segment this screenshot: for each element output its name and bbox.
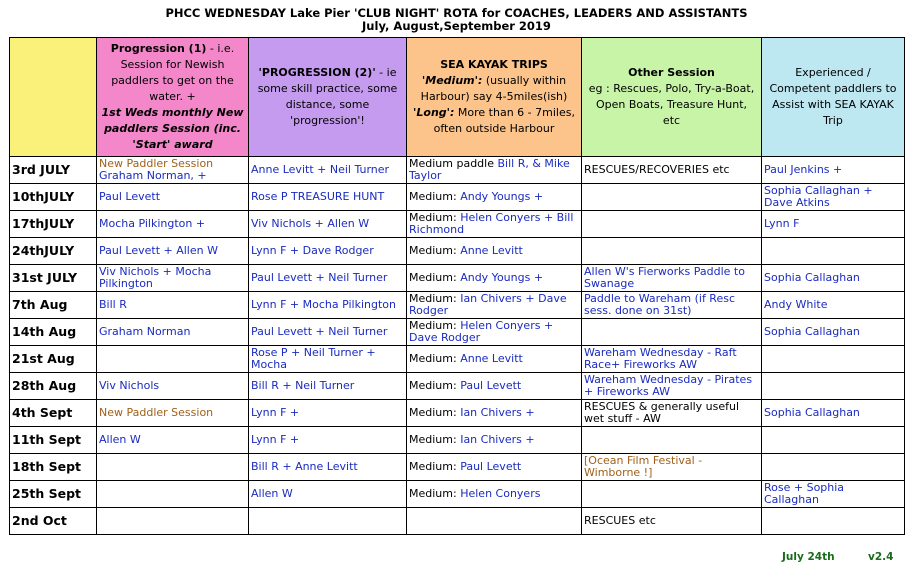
progression-1-cell: New Paddler Session xyxy=(97,400,249,427)
progression-2-cell: Allen W xyxy=(249,481,407,508)
date-cell: 14th Aug xyxy=(10,319,97,346)
leader-names: Andy Youngs + xyxy=(456,271,544,284)
progression-1-cell xyxy=(97,346,249,373)
sea-kayak-cell xyxy=(407,319,582,346)
other-session-cell: RESCUES & generally useful wet stuff - AW xyxy=(582,400,762,427)
experienced-cell: Sophia Callaghan + Dave Atkins xyxy=(762,184,905,211)
experienced-cell xyxy=(762,427,905,454)
table-row xyxy=(10,238,905,265)
date-cell: 7th Aug xyxy=(10,292,97,319)
progression-2-cell: Bill R + Neil Turner xyxy=(249,373,407,400)
experienced-cell: Lynn F xyxy=(762,211,905,238)
table-row xyxy=(10,265,905,292)
sea-kayak-cell xyxy=(407,481,582,508)
progression-1-cell xyxy=(97,454,249,481)
medium-label: Medium: xyxy=(409,190,457,203)
sea-medium-label: 'Medium': xyxy=(421,74,483,87)
other-session-cell: RESCUES/RECOVERIES etc xyxy=(582,157,762,184)
table-row xyxy=(10,184,905,211)
medium-label: Medium: xyxy=(409,271,457,284)
experienced-cell xyxy=(762,238,905,265)
table-row xyxy=(10,157,905,184)
header-row xyxy=(10,38,905,157)
progression-1-cell: Graham Norman xyxy=(97,319,249,346)
p2-description: - ie some skill practice, some distance, some 'progression'! xyxy=(257,66,398,127)
exp-description: Experienced / Competent paddlers to Assist with SEA KAYAK Trip xyxy=(769,66,897,127)
other-session-cell xyxy=(582,184,762,211)
coach-names: Graham Norman, + xyxy=(99,169,207,182)
medium-label: Medium: xyxy=(409,487,457,500)
progression-1-cell: Bill R xyxy=(97,292,249,319)
date-cell: 18th Sept xyxy=(10,454,97,481)
progression-1-cell: Mocha Pilkington + xyxy=(97,211,249,238)
progression-2-cell: Viv Nichols + Allen W xyxy=(249,211,407,238)
leader-names: Helen Conyers + Dave Rodger xyxy=(409,319,554,344)
progression-1-cell xyxy=(97,508,249,535)
progression-2-cell: Paul Levett + Neil Turner xyxy=(249,319,407,346)
p1-description: - i.e. Session for Newish paddlers to get on the water. + xyxy=(111,42,235,103)
progression-1-cell xyxy=(97,157,249,184)
sea-kayak-cell xyxy=(407,265,582,292)
experienced-cell xyxy=(762,373,905,400)
sea-kayak-cell xyxy=(407,292,582,319)
progression-1-cell xyxy=(97,481,249,508)
sea-kayak-cell xyxy=(407,427,582,454)
sea-kayak-cell xyxy=(407,346,582,373)
sea-kayak-cell xyxy=(407,184,582,211)
footer-version: v2.4 xyxy=(868,551,894,563)
page-title: PHCC WEDNESDAY Lake Pier 'CLUB NIGHT' ROTA for COACHES, LEADERS AND ASSISTANTS xyxy=(165,6,748,20)
header-other-session xyxy=(582,38,762,157)
other-description: eg : Rescues, Polo, Try-a-Boat, Open Boats, Treasure Hunt, etc xyxy=(588,82,755,127)
table-row xyxy=(10,427,905,454)
page-subtitle: July, August,September 2019 xyxy=(362,19,551,33)
leader-names: Bill R, & Mike Taylor xyxy=(409,157,570,182)
table-row xyxy=(10,508,905,535)
date-cell: 28th Aug xyxy=(10,373,97,400)
experienced-cell: Andy White xyxy=(762,292,905,319)
medium-label: Medium: xyxy=(409,433,457,446)
experienced-cell: Rose + Sophia Callaghan xyxy=(762,481,905,508)
other-session-cell xyxy=(582,427,762,454)
medium-label: Medium: xyxy=(409,460,457,473)
other-session-cell: [Ocean Film Festival - Wimborne !] xyxy=(582,454,762,481)
medium-label: Medium: xyxy=(409,352,457,365)
sea-long-text: More than 6 - 7miles, often outside Harbour xyxy=(433,106,575,135)
header-experienced xyxy=(762,38,905,157)
progression-2-cell: Rose P + Neil Turner + Mocha xyxy=(249,346,407,373)
medium-label: Medium: xyxy=(409,319,457,332)
table-row xyxy=(10,211,905,238)
table-row xyxy=(10,400,905,427)
progression-2-cell: Lynn F + xyxy=(249,427,407,454)
date-cell: 11th Sept xyxy=(10,427,97,454)
progression-1-cell: Paul Levett xyxy=(97,184,249,211)
p1-heading: Progression (1) xyxy=(110,42,207,55)
progression-2-cell: Rose P TREASURE HUNT xyxy=(249,184,407,211)
other-session-cell xyxy=(582,319,762,346)
experienced-cell: Sophia Callaghan xyxy=(762,265,905,292)
date-cell: 2nd Oct xyxy=(10,508,97,535)
date-cell: 25th Sept xyxy=(10,481,97,508)
medium-label: Medium: xyxy=(409,292,457,305)
progression-2-cell: Lynn F + Mocha Pilkington xyxy=(249,292,407,319)
date-cell: 17thJULY xyxy=(10,211,97,238)
leader-names: Anne Levitt xyxy=(456,244,523,257)
experienced-cell xyxy=(762,346,905,373)
other-session-cell: Wareham Wednesday - Raft Race+ Fireworks AW xyxy=(582,346,762,373)
progression-2-cell: Anne Levitt + Neil Turner xyxy=(249,157,407,184)
other-session-cell xyxy=(582,481,762,508)
sea-long-label: 'Long': xyxy=(413,106,455,119)
sea-heading: SEA KAYAK TRIPS xyxy=(440,58,548,71)
medium-label: Medium: xyxy=(409,211,457,224)
progression-1-cell: Viv Nichols + Mocha Pilkington xyxy=(97,265,249,292)
medium-label: Medium: xyxy=(409,379,457,392)
progression-2-cell: Lynn F + Dave Rodger xyxy=(249,238,407,265)
header-progression-1 xyxy=(97,38,249,157)
leader-names: Anne Levitt xyxy=(456,352,523,365)
date-cell: 24thJULY xyxy=(10,238,97,265)
date-cell: 10thJULY xyxy=(10,184,97,211)
sea-kayak-cell xyxy=(407,508,582,535)
sea-kayak-cell xyxy=(407,157,582,184)
table-row xyxy=(10,454,905,481)
table-row xyxy=(10,346,905,373)
progression-1-cell: Paul Levett + Allen W xyxy=(97,238,249,265)
leader-names: Paul Levett xyxy=(456,379,522,392)
leader-names: Ian Chivers + xyxy=(456,433,535,446)
progression-1-cell: Viv Nichols xyxy=(97,373,249,400)
other-session-cell xyxy=(582,238,762,265)
table-row xyxy=(10,292,905,319)
date-cell: 3rd JULY xyxy=(10,157,97,184)
leader-names: Helen Conyers + Bill Richmond xyxy=(409,211,574,236)
other-session-cell: Allen W's Fierworks Paddle to Swanage xyxy=(582,265,762,292)
p1-monthly-note: 1st Weds monthly New paddlers Session (inc. 'Start' award xyxy=(101,106,244,151)
sea-kayak-cell xyxy=(407,211,582,238)
table-row xyxy=(10,373,905,400)
other-session-cell xyxy=(582,211,762,238)
date-cell: 21st Aug xyxy=(10,346,97,373)
header-date xyxy=(10,38,97,157)
progression-2-cell: Bill R + Anne Levitt xyxy=(249,454,407,481)
other-session-cell: Wareham Wednesday - Pirates + Fireworks AW xyxy=(582,373,762,400)
experienced-cell xyxy=(762,454,905,481)
medium-label: Medium paddle xyxy=(409,157,494,170)
progression-2-cell xyxy=(249,508,407,535)
medium-label: Medium: xyxy=(409,406,457,419)
experienced-cell: Paul Jenkins + xyxy=(762,157,905,184)
other-heading: Other Session xyxy=(628,66,715,79)
sea-kayak-cell xyxy=(407,373,582,400)
experienced-cell xyxy=(762,508,905,535)
progression-1-cell: Allen W xyxy=(97,427,249,454)
sea-kayak-cell xyxy=(407,454,582,481)
header-progression-2 xyxy=(249,38,407,157)
rota-table xyxy=(9,37,905,535)
sea-kayak-cell xyxy=(407,238,582,265)
leader-names: Ian Chivers + Dave Rodger xyxy=(409,292,567,317)
progression-2-cell: Paul Levett + Neil Turner xyxy=(249,265,407,292)
new-paddler-label: New Paddler Session xyxy=(99,157,214,170)
table-row xyxy=(10,481,905,508)
sea-medium-text: (usually within Harbour) say 4-5miles(ish) xyxy=(420,74,568,103)
leader-names: Ian Chivers + xyxy=(456,406,535,419)
experienced-cell: Sophia Callaghan xyxy=(762,400,905,427)
date-cell: 31st JULY xyxy=(10,265,97,292)
other-session-cell: Paddle to Wareham (if Resc sess. done on 31st) xyxy=(582,292,762,319)
p2-heading: 'PROGRESSION (2)' xyxy=(258,66,376,79)
experienced-cell: Sophia Callaghan xyxy=(762,319,905,346)
leader-names: Andy Youngs + xyxy=(456,190,544,203)
table-row xyxy=(10,319,905,346)
other-session-cell: RESCUES etc xyxy=(582,508,762,535)
progression-2-cell: Lynn F + xyxy=(249,400,407,427)
date-cell: 4th Sept xyxy=(10,400,97,427)
leader-names: Helen Conyers xyxy=(456,487,541,500)
leader-names: Paul Levett xyxy=(456,460,522,473)
medium-label: Medium: xyxy=(409,244,457,257)
footer-date: July 24th xyxy=(782,551,835,563)
sea-kayak-cell xyxy=(407,400,582,427)
header-sea-kayak xyxy=(407,38,582,157)
